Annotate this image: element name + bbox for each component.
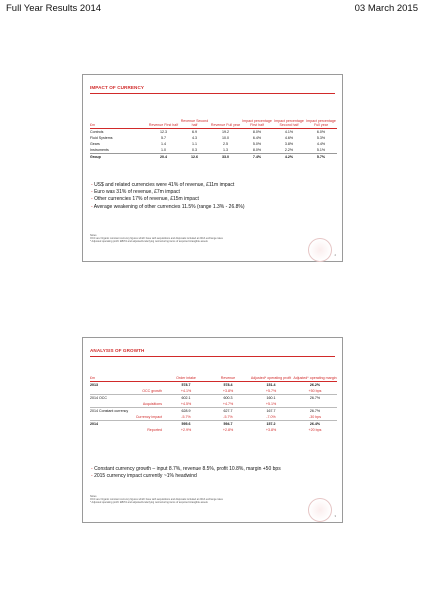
table-cell: 26.7%: [293, 395, 337, 402]
growth-table: [90, 376, 337, 433]
document-title: Full Year Results 2014: [6, 3, 102, 14]
table-cell: 0.3: [192, 148, 197, 153]
table-cell: 1.1: [192, 142, 197, 147]
table-cell: 602.1: [165, 395, 207, 402]
table-cell: -5.7%: [223, 415, 233, 420]
table-cell: 6.0%: [316, 130, 326, 135]
table-cell: 578.7: [181, 383, 191, 388]
table-cell: 167.7: [249, 408, 293, 415]
row-label: Group: [90, 154, 148, 161]
table-cell: 4.2%: [273, 154, 305, 161]
bullet-list: [91, 182, 245, 211]
document-date: 03 March 2015: [354, 3, 418, 14]
row-label: OCC growth: [142, 389, 162, 394]
table-cell: +2.9%: [180, 428, 192, 433]
notes-line: OCC are Organic constant currency figures which have with acquisitions and disposals included at 2013 exchange rates: [90, 237, 223, 241]
table-cell: 2.2%: [284, 148, 294, 153]
slide-notes: [90, 495, 223, 505]
row-label: Instruments: [90, 148, 109, 153]
table-cell: 1.4: [161, 142, 166, 147]
column-header: Revenue: [207, 376, 249, 382]
table-cell: -5.7%: [181, 415, 191, 420]
notes-heading: Notes: [90, 495, 97, 498]
bullet-item: - Constant currency growth – input 8.7%, revenue 8.5%, profit 10.8%, margin +50 bps: [91, 466, 281, 473]
table-cell: +4.7%: [222, 402, 234, 407]
table-cell: 10.0: [222, 136, 229, 141]
company-logo: [308, 498, 332, 522]
table-cell: 4.6%: [284, 136, 294, 141]
row-label: 2014 OCC: [90, 395, 165, 402]
notes-line: * Adjusted operating profit: EBITA and adjusted/underlying restructuring items of acquired intangible assets: [90, 501, 208, 505]
table-cell: 4.3: [192, 136, 197, 141]
slide-impact-of-currency: [82, 74, 343, 262]
bullet-item: - Other currencies 17% of revenue, £15m impact: [91, 196, 245, 203]
table-total-row: [90, 154, 337, 161]
notes-heading: Notes: [90, 234, 97, 237]
table-cell: +3.8%: [222, 389, 234, 394]
table-cell: 26.7%: [293, 408, 337, 415]
table-cell: -30 bps: [309, 415, 321, 420]
table-cell: 4.4%: [316, 142, 326, 147]
table-row: [90, 427, 337, 433]
column-header: Impact percentage Second half: [274, 119, 304, 128]
column-header: £m: [90, 119, 148, 129]
row-label: Controls: [90, 130, 104, 135]
table-cell: 12.3: [160, 130, 167, 135]
slide-analysis-of-growth: [82, 337, 343, 523]
table-cell: 5.7%: [305, 154, 337, 161]
table-cell: 5.3%: [316, 136, 326, 141]
table-cell: 6.4%: [252, 136, 262, 141]
table-cell: 19.2: [222, 130, 229, 135]
table-cell: 5.0%: [252, 142, 262, 147]
bullet-item: - 2015 currency impact currently ~1% headwind: [91, 473, 281, 480]
table-cell: 628.9: [165, 408, 207, 415]
column-header: Impact percentage First half: [242, 119, 272, 128]
currency-table: [90, 119, 337, 160]
slide-page-number: 2: [334, 253, 336, 257]
bullet-list: [91, 466, 281, 480]
column-header: Revenue Second half: [180, 119, 209, 128]
table-cell: -7.0%: [266, 415, 276, 420]
table-cell: +20 bps: [308, 428, 322, 433]
column-header: Adjusted* operating margin: [293, 376, 337, 380]
slide-title: ANALYSIS OF GROWTH: [90, 348, 145, 353]
column-header: Revenue Full year: [210, 119, 241, 129]
table-cell: +3.8%: [265, 428, 277, 433]
table-cell: 8.0%: [252, 130, 262, 135]
table-cell: 600.3: [207, 395, 249, 402]
bullet-item: - US$ and related currencies were 41% of revenue, £11m impact: [91, 182, 245, 189]
table-cell: 7.4%: [241, 154, 273, 161]
table-cell: 578.4: [223, 383, 233, 388]
row-label: Fluid Systems: [90, 136, 113, 141]
column-header: Revenue First half: [148, 119, 179, 129]
slide-notes: [90, 234, 223, 244]
title-rule: [90, 356, 335, 357]
table-cell: 12.6: [179, 154, 210, 161]
table-cell: +5.7%: [265, 389, 277, 394]
table-cell: 595.6: [165, 421, 207, 428]
row-label: Acquisitions: [142, 402, 162, 407]
table-cell: 3.8%: [284, 142, 294, 147]
page-header: [0, 0, 424, 18]
table-cell: +50 bps: [308, 389, 322, 394]
bullet-item: - Euro was 31% of revenue, £7m impact: [91, 189, 245, 196]
table-cell: +4.5%: [180, 402, 192, 407]
table-cell: +4.1%: [180, 389, 192, 394]
table-cell: +5.1%: [265, 402, 277, 407]
column-header: Order intake: [165, 376, 207, 382]
table-cell: 151.4: [266, 383, 276, 388]
row-label: Reported: [147, 428, 162, 433]
table-cell: 26.2%: [309, 383, 321, 388]
table-cell: 4.1%: [284, 130, 294, 135]
slide-page-number: 3: [334, 514, 336, 518]
table-cell: +2.8%: [222, 428, 234, 433]
table-header-row: [90, 119, 337, 129]
column-header: Impact percentage Full year: [306, 119, 336, 128]
table-cell: 20.4: [148, 154, 179, 161]
notes-line: * Adjusted operating profit: EBITA and adjusted/underlying restructuring items of acquired intangible assets: [90, 240, 208, 244]
table-cell: 594.7: [207, 421, 249, 428]
notes-line: OCC are Organic constant currency figures which have with acquisitions and disposals included at 2013 exchange rates: [90, 498, 223, 502]
table-cell: 627.7: [207, 408, 249, 415]
table-cell: 1.0: [161, 148, 166, 153]
table-cell: 5.1%: [316, 148, 326, 153]
row-label: 2013: [90, 383, 98, 388]
row-label: 2014: [90, 421, 165, 428]
table-cell: 160.1: [249, 395, 293, 402]
company-logo: [308, 238, 332, 262]
table-cell: 8.0%: [252, 148, 262, 153]
row-label: 2014 Constant currency: [90, 408, 165, 415]
column-header: Adjusted* operating profit: [250, 376, 292, 380]
table-cell: 157.2: [249, 421, 293, 428]
table-cell: 33.0: [210, 154, 241, 161]
bullet-item: - Average weakening of other currencies 11.5% (range 1.3% - 26.8%): [91, 204, 245, 211]
table-cell: 2.5: [223, 142, 228, 147]
slide-title: IMPACT OF CURRENCY: [90, 85, 145, 90]
row-label: Gears: [90, 142, 100, 147]
table-cell: 1.3: [223, 148, 228, 153]
row-label: Currency impact: [135, 415, 162, 420]
table-cell: 5.7: [161, 136, 166, 141]
title-rule: [90, 93, 335, 94]
table-cell: 6.9: [192, 130, 197, 135]
table-cell: 26.4%: [293, 421, 337, 428]
column-header: £m: [90, 376, 165, 382]
